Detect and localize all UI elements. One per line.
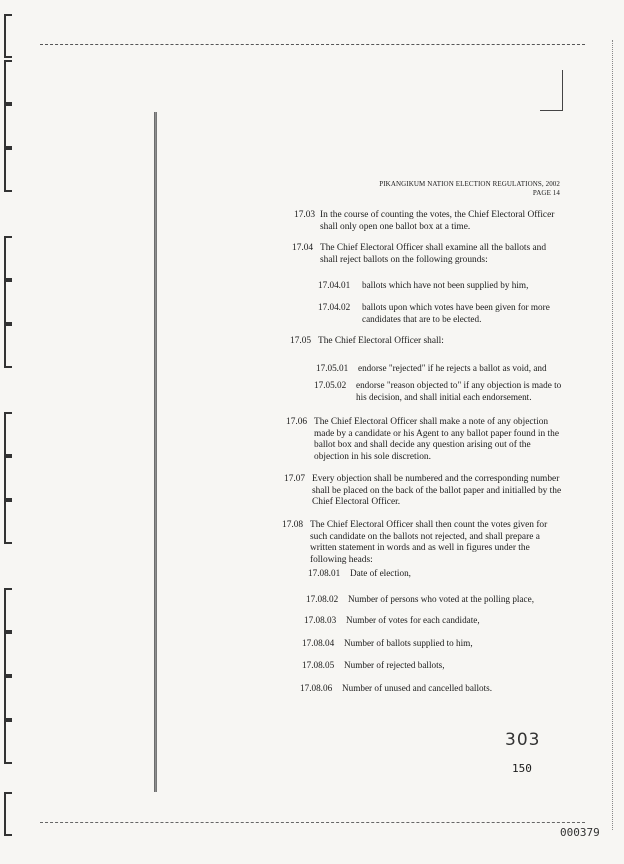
binder-hole-mark [4, 676, 12, 720]
header-page: PAGE 14 [532, 189, 560, 197]
binder-hole-mark [4, 632, 12, 676]
binder-hole-mark [4, 60, 12, 104]
header-title: PIKANGIKUM NATION ELECTION REGULATIONS, 2002 [379, 180, 560, 188]
binder-hole-mark [4, 412, 12, 456]
section-text: Every objection shall be numbered and the corresponding number shall be placed on the back of the ballot paper and initialled by the Chief Electoral Officer. [312, 474, 562, 507]
section-number: 17.08.05 [302, 660, 335, 670]
binder-hole-mark [4, 236, 12, 280]
section-text: Number of votes for each candidate, [346, 615, 480, 625]
section-number: 17.07 [284, 474, 306, 484]
section-number: 17.08.03 [304, 615, 337, 625]
section-text: ballots upon which votes have been given for more candidates that are to be elected. [362, 302, 550, 324]
running-header [379, 180, 560, 198]
section-text: ballots which have not been supplied by him, [362, 280, 529, 290]
section-number: 17.03 [294, 210, 316, 220]
section-number: 17.04.02 [318, 302, 351, 312]
corner-bracket [540, 70, 563, 111]
scan-edge-bottom [40, 822, 585, 823]
binder-hole-mark [4, 280, 12, 324]
section-text: endorse "rejected" if he rejects a ballot as void, and [358, 363, 547, 373]
binder-hole-mark [4, 324, 12, 368]
section-text: Number of persons who voted at the polling place, [348, 594, 535, 604]
section-text: The Chief Electoral Officer shall make a note of any objection made by a candidate or his Agent to any ballot paper found in the ballot box and shall decide any question arising out of the objection in his sole discretion. [314, 417, 559, 462]
binder-hole-mark [4, 104, 12, 148]
document-id-stamp: 000379 [560, 826, 600, 839]
section-text: Number of ballots supplied to him, [344, 638, 473, 648]
binder-hole-mark [4, 792, 12, 836]
page-number: 150 [512, 762, 532, 775]
section-number: 17.06 [286, 417, 308, 427]
section-number: 17.05.02 [314, 380, 347, 390]
binder-hole-mark [4, 720, 12, 764]
section-number: 17.08.06 [300, 683, 333, 693]
section-text: Date of election, [350, 568, 411, 578]
section-text: Number of unused and cancelled ballots. [342, 683, 493, 693]
section-number: 17.08.02 [306, 594, 339, 604]
binder-hole-mark [4, 148, 12, 192]
section-number: 17.05.01 [316, 363, 349, 373]
section-number: 17.04.01 [318, 280, 351, 290]
section-text: In the course of counting the votes, the Chief Electoral Officer shall only open one ballot box at a time. [320, 210, 555, 232]
binder-hole-mark [4, 14, 12, 58]
section-number: 17.08.01 [308, 568, 341, 578]
section-text: The Chief Electoral Officer shall then count the votes given for such candidate on the ballots not rejected, and shall prepare a written statement in words and as well in figures under the following heads: [310, 520, 548, 565]
section-text: endorse "reason objected to" if any objection is made to his decision, and shall initial each endorsement. [356, 380, 562, 402]
scan-edge-top [40, 44, 585, 45]
section-number: 17.08.04 [302, 638, 335, 648]
handwritten-page-number: 303 [505, 730, 541, 750]
section-number: 17.04 [292, 243, 314, 253]
binder-hole-mark [4, 588, 12, 632]
binding-gutter [154, 112, 157, 792]
scan-edge-right [612, 40, 613, 830]
binder-hole-mark [4, 500, 12, 544]
section-text: The Chief Electoral Officer shall examine all the ballots and shall reject ballots on the following grounds: [320, 243, 547, 265]
section-text: Number of rejected ballots, [344, 660, 445, 670]
binder-hole-mark [4, 456, 12, 500]
section-text: The Chief Electoral Officer shall: [318, 336, 444, 346]
section-number: 17.08 [282, 520, 304, 530]
section-number: 17.05 [290, 336, 312, 346]
